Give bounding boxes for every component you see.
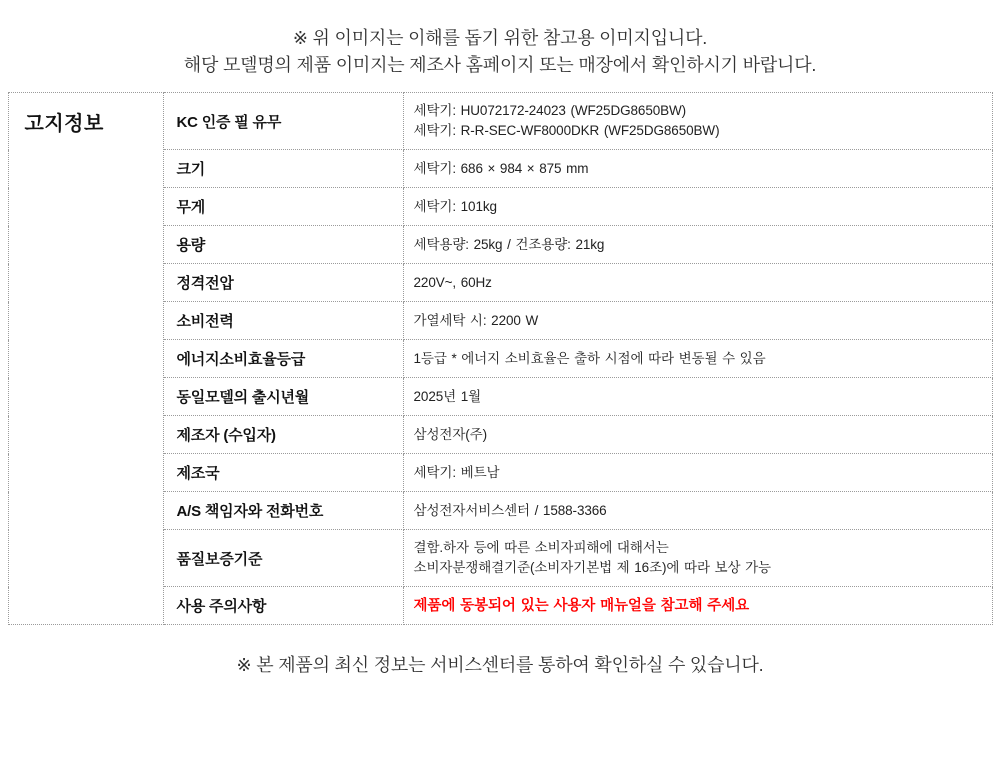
spec-label: 소비전력 — [163, 302, 403, 340]
spec-value-line: 220V~, 60Hz — [413, 274, 492, 290]
table-row — [8, 93, 992, 150]
spec-label: 제조자 (수입자) — [163, 416, 403, 454]
spec-value — [403, 587, 992, 625]
product-notice-table — [8, 92, 993, 625]
spec-label: 무게 — [163, 188, 403, 226]
spec-label: 에너지소비효율등급 — [163, 340, 403, 378]
spec-value — [403, 416, 992, 454]
spec-value-line: 1등급 * 에너지 소비효율은 출하 시점에 따라 변동될 수 있음 — [413, 350, 766, 366]
spec-value — [403, 93, 992, 150]
spec-value-line: 소비자분쟁해결기준(소비자기본법 제 16조)에 따라 보상 가능 — [413, 560, 771, 575]
spec-label: 사용 주의사항 — [163, 587, 403, 625]
spec-label: 품질보증기준 — [163, 530, 403, 587]
spec-label: KC 인증 필 유무 — [163, 93, 403, 150]
spec-value-line: 삼성전자서비스센터 / 1588-3366 — [413, 502, 607, 518]
spec-value-line: 가열세탁 시: 2200 W — [413, 312, 539, 328]
spec-value-line: 세탁기: R-R-SEC-WF8000DKR (WF25DG8650BW) — [413, 123, 720, 138]
spec-value — [403, 226, 992, 264]
spec-value — [403, 454, 992, 492]
spec-value — [403, 340, 992, 378]
spec-label: 동일모델의 출시년월 — [163, 378, 403, 416]
spec-label: 정격전압 — [163, 264, 403, 302]
spec-value — [403, 530, 992, 587]
spec-value-line: 2025년 1월 — [413, 388, 482, 404]
spec-label: 제조국 — [163, 454, 403, 492]
spec-value-line: 세탁기: 686 × 984 × 875 mm — [413, 160, 589, 176]
spec-label: A/S 책임자와 전화번호 — [163, 492, 403, 530]
table-body — [8, 93, 992, 625]
spec-value — [403, 492, 992, 530]
spec-value — [403, 150, 992, 188]
reference-image-note-line2: 해당 모델명의 제품 이미지는 제조사 홈페이지 또는 매장에서 확인하시기 바랍니다. — [183, 55, 817, 75]
spec-label: 용량 — [163, 226, 403, 264]
spec-value-line: 삼성전자(주) — [413, 426, 487, 442]
spec-value-line: 결함.하자 등에 따른 소비자피해에 대해서는 — [413, 540, 669, 555]
spec-label: 크기 — [163, 150, 403, 188]
spec-value — [403, 264, 992, 302]
service-center-note: ※ 본 제품의 최신 정보는 서비스센터를 통하여 확인하실 수 있습니다. — [236, 655, 764, 675]
reference-image-note — [0, 0, 1000, 79]
spec-value-line: 세탁용량: 25kg / 건조용량: 21kg — [413, 236, 605, 252]
spec-value-line: 세탁기: 베트남 — [413, 464, 500, 480]
spec-value-line: 세탁기: 101kg — [413, 198, 497, 214]
reference-image-note-line1: ※ 위 이미지는 이해를 돕기 위한 참고용 이미지입니다. — [292, 28, 708, 48]
spec-value-line: 제품에 동봉되어 있는 사용자 매뉴얼을 참고해 주세요 — [413, 597, 750, 614]
spec-value — [403, 302, 992, 340]
section-title: 고지정보 — [8, 93, 163, 625]
spec-value-line: 세탁기: HU072172-24023 (WF25DG8650BW) — [413, 103, 687, 118]
spec-value — [403, 188, 992, 226]
spec-value — [403, 378, 992, 416]
